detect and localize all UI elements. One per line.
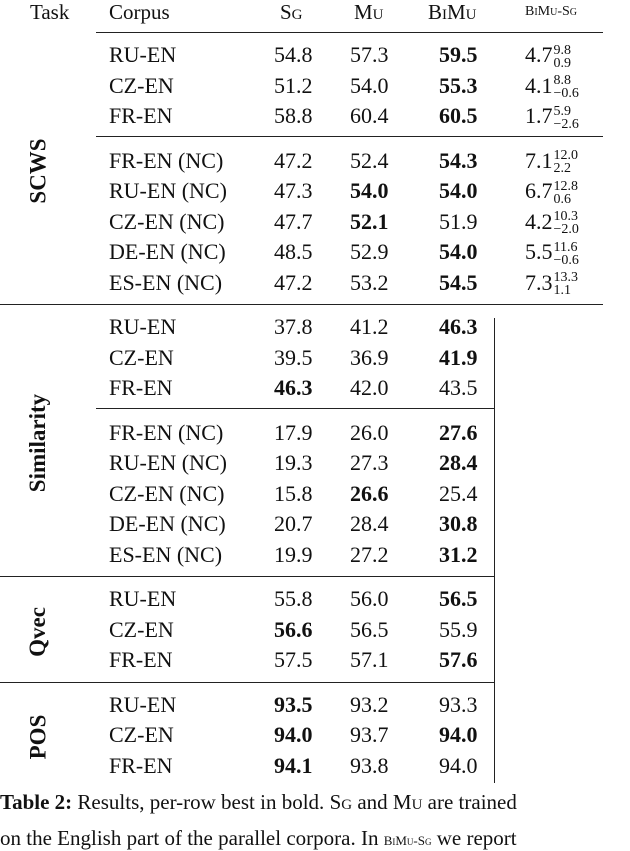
cell-mu: 93.7 [350, 722, 389, 747]
delta-upper: 5.9 [553, 103, 571, 119]
cell-mu: 57.1 [350, 647, 389, 672]
cell-mu: 52.9 [350, 239, 389, 264]
cell-mu: 53.2 [350, 269, 389, 295]
delta-lower: 1.1 [553, 283, 571, 299]
delta-lower: −0.6 [553, 86, 579, 102]
cell-bimu: 51.9 [439, 208, 478, 234]
delta-mean: 7.1 [525, 147, 553, 173]
header-mu: Mu [354, 0, 384, 24]
delta-mean: 7.3 [525, 269, 553, 295]
caption-mu: Mu [392, 790, 423, 814]
cell-sg: 56.6 [274, 616, 313, 642]
caption-text-1c: are trained [422, 790, 517, 814]
cell-bimu: 93.3 [439, 691, 478, 717]
table-rule [0, 682, 494, 683]
caption-bimu-sg: BiMu-Sg [383, 833, 432, 848]
cell-mu: 54.0 [350, 72, 389, 98]
cell-sg: 94.0 [274, 722, 313, 747]
cell-sg: 19.3 [274, 450, 313, 475]
delta-mean: 4.1 [525, 72, 553, 98]
cell-sg: 54.8 [274, 42, 313, 67]
cell-bimu: 57.6 [439, 647, 478, 672]
task-label: SCWS [25, 138, 51, 204]
cell-bimu: 56.5 [439, 586, 478, 611]
task-label: Qvec [24, 606, 50, 657]
cell-corpus: CZ-EN [109, 344, 174, 370]
cell-mu: 93.8 [350, 752, 389, 778]
cell-mu: 93.2 [350, 691, 389, 717]
delta-upper: 9.8 [553, 42, 571, 58]
cell-mu: 36.9 [350, 344, 389, 370]
delta-upper: 10.3 [553, 209, 578, 225]
delta-mean: 4.7 [525, 42, 553, 67]
cell-bimu-sg [525, 148, 578, 176]
table-caption-line2 [0, 826, 517, 851]
cell-corpus: RU-EN [109, 42, 177, 67]
caption-text-2b: we report [431, 826, 517, 850]
delta-interval [554, 241, 579, 267]
cell-sg: 94.1 [274, 752, 313, 778]
cell-mu: 28.4 [350, 511, 389, 536]
cell-bimu-sg [525, 178, 578, 206]
cell-mu: 57.3 [350, 42, 389, 67]
table-rule [0, 576, 494, 577]
task-label: POS [24, 714, 50, 760]
cell-bimu: 31.2 [439, 541, 478, 567]
cell-bimu: 28.4 [439, 450, 478, 475]
cell-mu: 60.4 [350, 103, 389, 128]
cell-bimu-sg [525, 42, 571, 70]
header-bimu-sg: BiMu-Sg [525, 4, 578, 19]
cell-bimu: 46.3 [439, 314, 478, 339]
cell-mu: 27.2 [350, 541, 389, 567]
cell-bimu: 27.6 [439, 419, 478, 445]
cell-sg: 57.5 [274, 647, 313, 672]
cell-bimu: 55.3 [439, 72, 478, 98]
table-rule [96, 136, 603, 137]
delta-lower: −2.6 [553, 116, 579, 132]
cell-sg: 47.2 [274, 147, 313, 173]
delta-lower: 0.6 [553, 191, 571, 207]
cell-bimu: 59.5 [439, 42, 478, 67]
cell-corpus: ES-EN (NC) [109, 541, 223, 567]
delta-mean: 5.5 [525, 239, 553, 264]
cell-mu: 56.5 [350, 616, 389, 642]
delta-interval [554, 149, 579, 175]
delta-interval [554, 180, 579, 206]
cell-sg: 47.3 [274, 178, 313, 203]
cell-bimu-sg [525, 73, 579, 101]
cell-sg: 20.7 [274, 511, 313, 536]
cell-sg: 55.8 [274, 586, 313, 611]
cell-bimu: 30.8 [439, 511, 478, 536]
cell-corpus: DE-EN (NC) [109, 511, 226, 536]
delta-mean: 1.7 [525, 103, 553, 128]
cell-corpus: CZ-EN [109, 722, 174, 747]
cell-bimu: 54.5 [439, 269, 478, 295]
cell-corpus: CZ-EN [109, 72, 174, 98]
table-caption [0, 790, 517, 815]
cell-bimu: 94.0 [439, 752, 478, 778]
cell-bimu: 55.9 [439, 616, 478, 642]
caption-sg: Sg [329, 790, 353, 814]
cell-corpus: RU-EN (NC) [109, 450, 227, 475]
cell-sg: 51.2 [274, 72, 313, 98]
caption-text-1b: and [352, 790, 393, 814]
cell-mu: 52.4 [350, 147, 389, 173]
cell-sg: 47.2 [274, 269, 313, 295]
cell-corpus: CZ-EN (NC) [109, 480, 225, 506]
cell-mu: 52.1 [350, 208, 389, 234]
cell-corpus: CZ-EN (NC) [109, 208, 225, 234]
header-sg: Sg [280, 0, 303, 24]
cell-mu: 26.0 [350, 419, 389, 445]
delta-interval [554, 271, 579, 297]
cell-corpus: RU-EN (NC) [109, 178, 227, 203]
cell-corpus: RU-EN [109, 314, 177, 339]
table-rule [0, 304, 603, 305]
cell-corpus: RU-EN [109, 586, 177, 611]
delta-upper: 12.8 [553, 178, 578, 194]
header-corpus: Corpus [109, 0, 170, 24]
delta-mean: 4.2 [525, 208, 553, 234]
caption-label: Table 2: [0, 790, 73, 814]
cell-mu: 26.6 [350, 480, 389, 506]
delta-interval [554, 210, 579, 236]
cell-corpus: FR-EN [109, 103, 173, 128]
cell-bimu: 43.5 [439, 375, 478, 400]
cell-corpus: FR-EN [109, 647, 173, 672]
cell-bimu-sg [525, 270, 578, 298]
delta-upper: 12.0 [553, 148, 578, 164]
delta-upper: 13.3 [553, 270, 578, 286]
cell-sg: 39.5 [274, 344, 313, 370]
column-divider [494, 318, 495, 783]
cell-sg: 37.8 [274, 314, 313, 339]
cell-sg: 17.9 [274, 419, 313, 445]
delta-lower: −0.6 [553, 252, 579, 268]
cell-bimu: 54.0 [439, 239, 478, 264]
delta-interval [554, 105, 579, 131]
cell-corpus: DE-EN (NC) [109, 239, 226, 264]
cell-corpus: ES-EN (NC) [109, 269, 223, 295]
cell-bimu-sg [525, 239, 579, 267]
delta-lower: −2.0 [553, 222, 579, 238]
cell-corpus: CZ-EN [109, 616, 174, 642]
cell-bimu: 25.4 [439, 480, 478, 506]
cell-bimu: 41.9 [439, 344, 478, 370]
cell-bimu: 54.0 [439, 178, 478, 203]
delta-upper: 8.8 [553, 73, 571, 89]
delta-interval [554, 44, 572, 70]
cell-bimu: 54.3 [439, 147, 478, 173]
cell-bimu: 60.5 [439, 103, 478, 128]
cell-mu: 42.0 [350, 375, 389, 400]
cell-sg: 46.3 [274, 375, 313, 400]
cell-corpus: FR-EN [109, 752, 173, 778]
cell-sg: 93.5 [274, 691, 313, 717]
cell-mu: 41.2 [350, 314, 389, 339]
cell-sg: 19.9 [274, 541, 313, 567]
cell-mu: 27.3 [350, 450, 389, 475]
cell-mu: 54.0 [350, 178, 389, 203]
caption-text-2a: on the English part of the parallel corpora. In [0, 826, 384, 850]
cell-sg: 15.8 [274, 480, 313, 506]
cell-bimu-sg [525, 103, 579, 131]
delta-mean: 6.7 [525, 178, 553, 203]
caption-text-1a: Results, per-row best in bold. [72, 790, 330, 814]
delta-lower: 2.2 [553, 161, 571, 177]
delta-lower: 0.9 [553, 55, 571, 71]
cell-corpus: RU-EN [109, 691, 177, 717]
cell-sg: 47.7 [274, 208, 313, 234]
table-rule [96, 408, 494, 409]
cell-bimu-sg [525, 209, 579, 237]
cell-sg: 58.8 [274, 103, 313, 128]
cell-corpus: FR-EN (NC) [109, 147, 224, 173]
cell-bimu: 94.0 [439, 722, 478, 747]
cell-mu: 56.0 [350, 586, 389, 611]
header-task: Task [30, 0, 70, 24]
header-bimu: BiMu [428, 0, 477, 24]
cell-sg: 48.5 [274, 239, 313, 264]
delta-interval [554, 74, 579, 100]
table-rule [96, 32, 603, 33]
cell-corpus: FR-EN [109, 375, 173, 400]
task-label: Similarity [25, 393, 51, 493]
delta-upper: 11.6 [553, 239, 578, 255]
cell-corpus: FR-EN (NC) [109, 419, 224, 445]
